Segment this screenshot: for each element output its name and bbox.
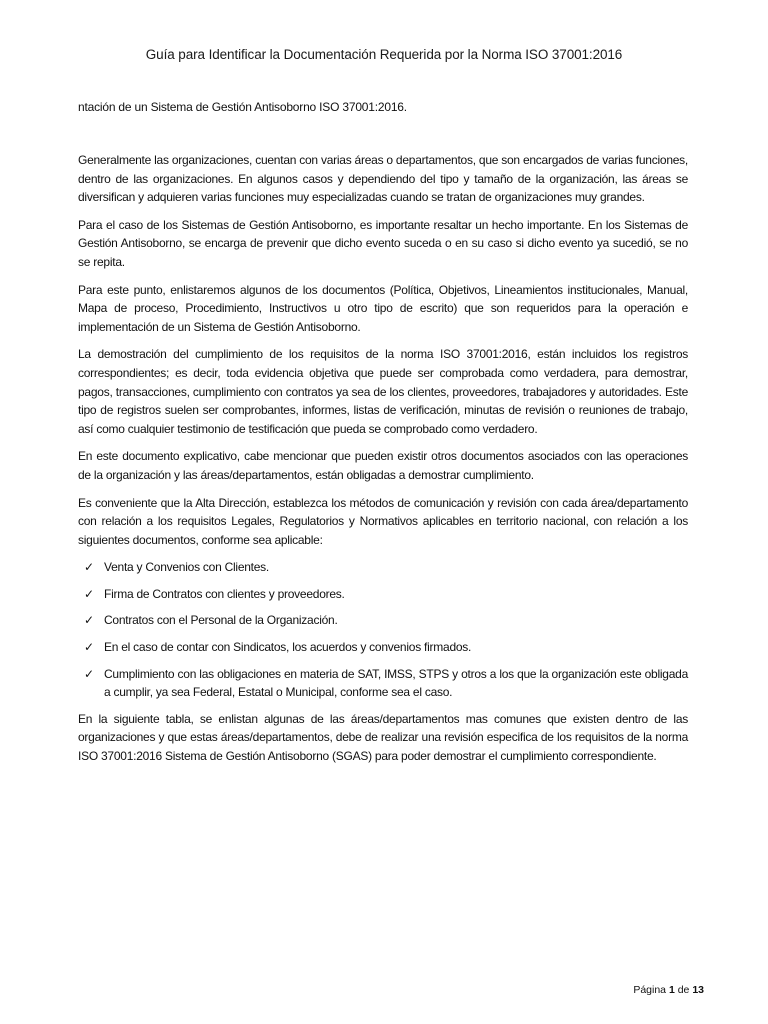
paragraph-4: La demostración del cumplimiento de los requisitos de la norma ISO 37001:2016, están incluidos los registros correspondientes; es decir, toda evidencia objetiva que puede ser comprobada como verdadera, para demostrar, pagos, transacciones, cumplimiento con contratos ya sea de los clientes, proveedores, trabajadores y autoridades. Este tipo de registros suelen ser comprobantes, informes, listas de verificación, minutas de revisión o reuniones de trabajo, así como cualquier testimonio de testificación que pueda se comprobado como verdadero. — [78, 347, 688, 436]
page-footer — [633, 984, 704, 996]
checkmark-icon: ✓ — [84, 560, 94, 575]
page-label: Página — [633, 984, 667, 996]
list-item — [78, 638, 688, 657]
document-body — [78, 151, 688, 775]
list-item-text: Contratos con el Personal de la Organización. — [104, 613, 338, 628]
paragraph-2: Para el caso de los Sistemas de Gestión Antisoborno, es importante resaltar un hecho importante. En los Sistemas de Gestión Antisoborno, se encarga de prevenir que dicho evento suceda o en su caso si dicho evento ya sucedió, se no se repita. — [78, 217, 688, 269]
checkmark-icon: ✓ — [84, 640, 94, 655]
total-pages: 13 — [692, 984, 704, 996]
page-number: 1 — [668, 984, 675, 996]
document-checklist — [78, 558, 688, 702]
paragraph-5: En este documento explicativo, cabe mencionar que pueden existir otros documentos asociados con las operaciones de la organización y las áreas/departamentos, están obligadas a demostrar cumplimiento. — [78, 449, 688, 482]
list-item-text: En el caso de contar con Sindicatos, los acuerdos y convenios firmados. — [104, 640, 472, 655]
truncated-text-line: ntación de un Sistema de Gestión Antisoborno ISO 37001:2016. — [78, 100, 407, 114]
paragraph-6: Es conveniente que la Alta Dirección, establezca los métodos de comunicación y revisión con cada área/departamento con relación a los requisitos Legales, Regulatorios y Normativos aplicables en territorio nacional, con relación a los siguientes documentos, conforme sea aplicable: — [78, 495, 688, 547]
of-label: de — [677, 984, 690, 996]
list-item-text: Firma de Contratos con clientes y proveedores. — [104, 586, 345, 601]
closing-paragraph: En la siguiente tabla, se enlistan algunas de las áreas/departamentos mas comunes que existen dentro de las organizaciones y que estas áreas/departamentos, debe de realizar una revisión especifica de los requisitos de la norma ISO 37001:2016 Sistema de Gestión Antisoborno (SGAS) para poder demostrar el cumplimiento correspondiente. — [78, 711, 688, 764]
list-item — [78, 611, 688, 630]
paragraph-1: Generalmente las organizaciones, cuentan con varias áreas o departamentos, que son encargados de varias funciones, dentro de las organizaciones. En algunos casos y dependiendo del tipo y tamaño de la organización, las áreas se diversifican y adquieren varias funciones muy especializadas cuando se tratan de organizaciones muy grandes. — [78, 153, 688, 205]
list-item — [78, 558, 688, 577]
paragraph-3: Para este punto, enlistaremos algunos de los documentos (Política, Objetivos, Lineamientos institucionales, Manual, Mapa de proceso, Procedimiento, Instructivos u otro tipo de escrito) que son requeridos para la operación e implementación de un Sistema de Gestión Antisoborno. — [78, 282, 688, 334]
page-header-title: Guía para Identificar la Documentación Requerida por la Norma ISO 37001:2016 — [145, 47, 623, 62]
list-item — [78, 665, 688, 702]
checkmark-icon: ✓ — [84, 666, 94, 681]
list-item — [78, 585, 688, 604]
list-item-text: Venta y Convenios con Clientes. — [104, 560, 270, 575]
list-item-text: Cumplimiento con las obligaciones en materia de SAT, IMSS, STPS y otros a los que la organización este obligada a cumplir, ya sea Federal, Estatal o Municipal, conforme sea el caso. — [104, 666, 688, 700]
checkmark-icon: ✓ — [84, 613, 94, 628]
checkmark-icon: ✓ — [84, 586, 94, 601]
